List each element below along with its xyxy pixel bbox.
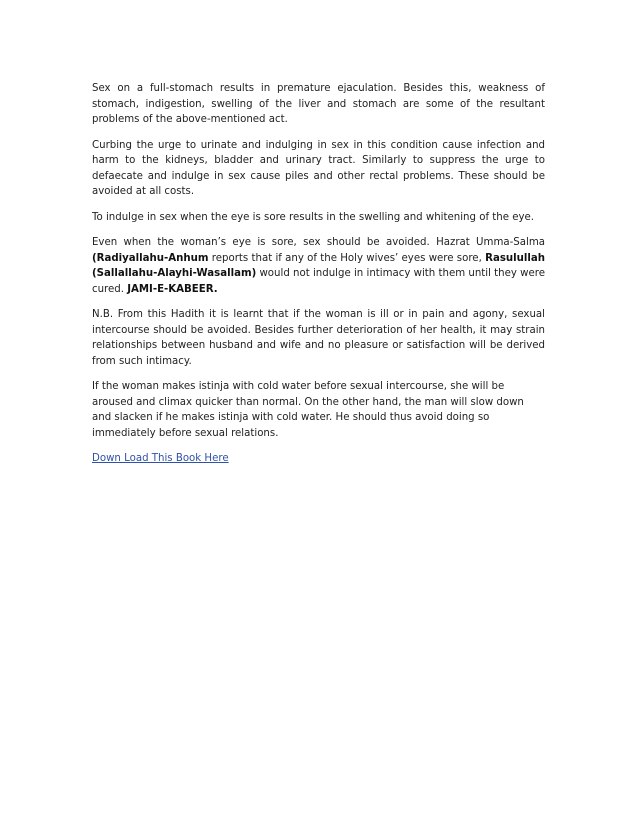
hadith-narrator-bold: (Radiyallahu-Anhum [92, 252, 209, 264]
hadith-source-bold: JAMI-E-KABEER. [127, 283, 218, 295]
paragraph-urge-to-urinate: Curbing the urge to urinate and indulging in sex in this condition cause infection and harm to the kidneys, bladder and urinary tract. Similarly to suppress the urge to defaecate and indulge in sex cause piles and other rectal problems. These should be avoided at all costs. [92, 139, 545, 197]
document-page [92, 81, 545, 477]
istinja-line-1: If the woman makes istinja with cold water before sexual intercourse, she will be [92, 381, 505, 392]
paragraph-sore-eye: To indulge in sex when the eye is sore results in the swelling and whitening of the eye. [92, 211, 535, 223]
hadith-text-part-3: would not indulge in intimacy with them until they were cured. [92, 268, 545, 295]
hadith-text-part-1: Even when the woman’s eye is sore, sex should be avoided. Hazrat Umma-Salma [92, 237, 545, 248]
download-paragraph [92, 451, 545, 467]
download-book-link[interactable]: Down Load This Book Here [92, 453, 229, 464]
paragraph-hadith [92, 235, 545, 297]
istinja-line-4: immediately before sexual relations. [92, 427, 279, 439]
hadith-prophet-bold: Rasulullah (Sallallahu-Alayhi-Wasallam) [92, 252, 545, 279]
hadith-text-part-2: reports that if any of the Holy wives’ eyes were sore, [208, 252, 486, 264]
istinja-line-2: aroused and climax quicker than normal. On the other hand, the man will slow down [92, 396, 524, 408]
istinja-line-3: and slacken if he makes istinja with cold water. He should thus avoid doing so [92, 412, 490, 423]
paragraph-nb-note: N.B. From this Hadith it is learnt that if the woman is ill or in pain and agony, sexual intercourse should be avoided. Besides further deterioration of her health, it may strain relationships between husband and wife and no pleasure or satisfaction will be derived from such intimacy. [92, 309, 545, 367]
paragraph-full-stomach: Sex on a full-stomach results in premature ejaculation. Besides this, weakness of stomach, indigestion, swelling of the liver and stomach are some of the resultant problems of the above-mentioned act. [92, 83, 545, 125]
paragraph-istinja [92, 379, 545, 441]
